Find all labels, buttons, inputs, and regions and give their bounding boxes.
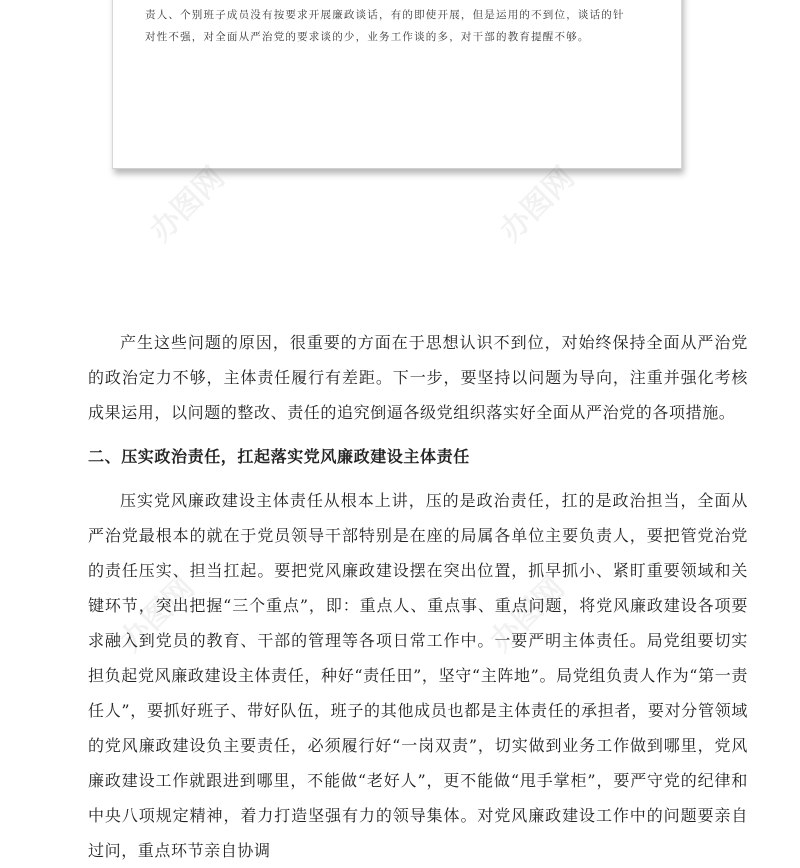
document-body <box>88 325 748 868</box>
watermark: 办图网 <box>113 570 202 659</box>
card-text <box>145 4 650 48</box>
embedded-screenshot-card <box>112 0 682 169</box>
watermark: 办图网 <box>493 160 582 249</box>
card-line-2: 对性不强，对全面从严治党的要求谈的少，业务工作谈的多，对干部的教育提醒不够。 <box>145 31 590 43</box>
watermark: 办图网 <box>483 570 572 659</box>
watermark: 办图网 <box>143 160 232 249</box>
paragraph-spacer <box>88 474 748 483</box>
paragraph: 产生这些问题的原因，很重要的方面在于思想认识不到位，对始终保持全面从严治党的政治定力不够，主体责任履行有差距。下一步，要坚持以问题为导向，注重并强化考核成果运用，以问题的整改、责任的追究倒逼各级党组织落实好全面从严治党的各项措施。 <box>88 333 748 422</box>
section-heading: 二、压实政治责任，扛起落实党风廉政建设主体责任 <box>88 447 470 466</box>
paragraph-spacer <box>88 430 748 439</box>
card-line-1: 责人、个别班子成员没有按要求开展廉政谈话，有的即使开展，但是运用的不到位，谈话的针 <box>145 9 625 21</box>
paragraph: 压实党风廉政建设主体责任从根本上讲，压的是政治责任，扛的是政治担当，全面从严治党最根本的就在于党员领导干部特别是在座的局属各单位主要负责人，要把管党治党的责任压实、担当扛起。要把党风廉政建设摆在突出位置，抓早抓小、紧盯重要领域和关键环节，突出把握“三个重点”，即：重点人、重点事、重点问题，将党风廉政建设各项要求融入到党员的教育、干部的管理等各项日常工作中。一要严明主体责任。局党组要切实担负起党风廉政建设主体责任，种好“责任田”，坚守“主阵地”。局党组负责人作为“第一责任人”，要抓好班子、带好队伍，班子的其他成员也都是主体责任的承担者，要对分管领域的党风廉政建设负主要责任，必须履行好“一岗双责”，切实做到业务工作做到哪里，党风廉政建设工作就跟进到哪里，不能做“老好人”，更不能做“甩手掌柜”，要严守党的纪律和中央八项规定精神，着力打造坚强有力的领导集体。对党风廉政建设工作中的问题要亲自过问，重点环节亲自协调 <box>88 491 748 860</box>
